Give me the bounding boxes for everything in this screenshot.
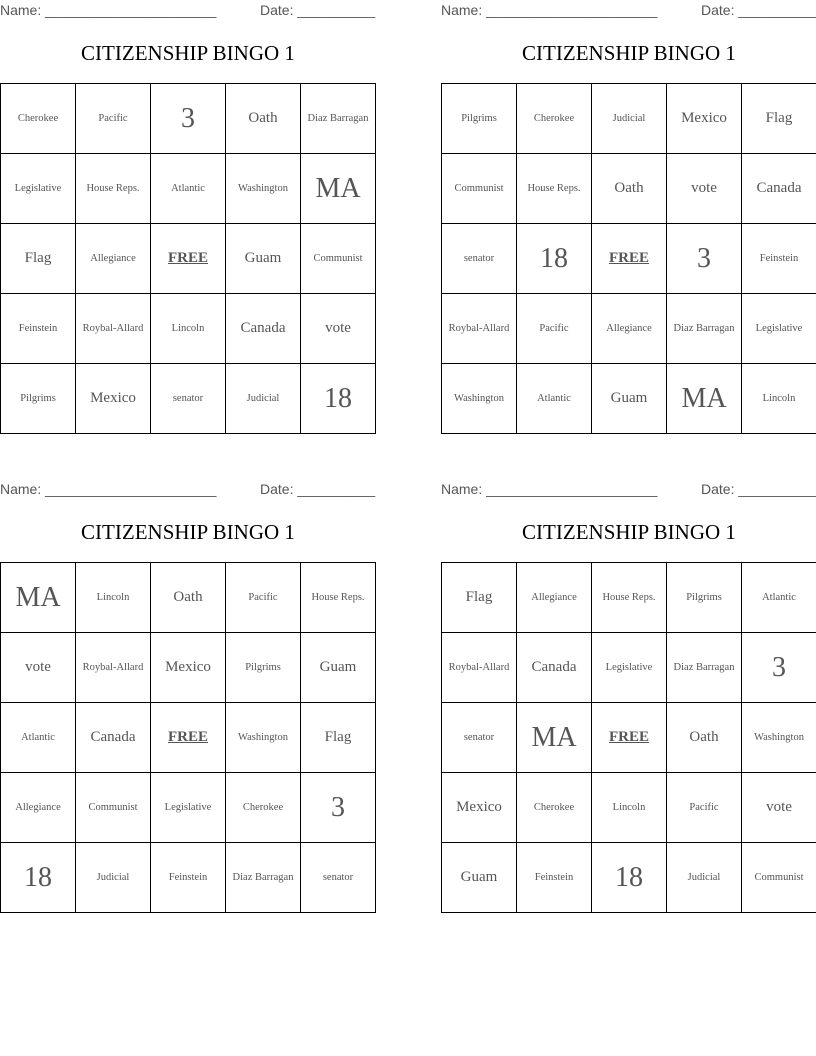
grid-row (442, 703, 816, 773)
grid-row (1, 294, 376, 364)
card-title: CITIZENSHIP BINGO 1 (522, 520, 736, 544)
grid-cell[interactable]: 3 (742, 633, 816, 703)
grid-cell[interactable]: Allegiance (76, 224, 151, 294)
card-header (441, 481, 816, 499)
grid-cell[interactable]: Guam (442, 843, 517, 913)
grid-cell[interactable]: senator (151, 364, 226, 434)
bingo-grid (441, 83, 816, 434)
grid-cell[interactable]: Flag (742, 84, 816, 154)
grid-cell[interactable]: Feinstein (742, 224, 816, 294)
grid-cell[interactable]: Pilgrims (442, 84, 517, 154)
grid-cell[interactable]: Judicial (76, 843, 151, 913)
card-title: CITIZENSHIP BINGO 1 (81, 41, 295, 65)
grid-cell[interactable]: Communist (76, 773, 151, 843)
grid-cell[interactable]: Legislative (592, 633, 667, 703)
grid-cell[interactable]: Washington (226, 154, 301, 224)
grid-row (1, 633, 376, 703)
grid-cell[interactable]: Pilgrims (1, 364, 76, 434)
date-field[interactable]: Date: __________ (260, 2, 376, 18)
grid-row (442, 843, 816, 913)
grid-cell[interactable]: Atlantic (1, 703, 76, 773)
grid-cell[interactable]: Atlantic (151, 154, 226, 224)
card-header (0, 2, 376, 20)
grid-cell[interactable]: MA (667, 364, 742, 434)
grid-cell[interactable]: Diaz Barragan (667, 294, 742, 364)
grid-cell[interactable]: Pacific (667, 773, 742, 843)
grid-row (1, 773, 376, 843)
grid-cell[interactable]: Cherokee (517, 84, 592, 154)
grid-cell[interactable]: Legislative (742, 294, 816, 364)
grid-row (442, 364, 816, 434)
grid-row (1, 84, 376, 154)
free-space[interactable]: FREE (592, 224, 667, 294)
grid-cell[interactable]: 3 (151, 84, 226, 154)
bingo-grid (441, 562, 816, 913)
grid-cell[interactable]: 18 (1, 843, 76, 913)
grid-row (442, 563, 816, 633)
date-field[interactable]: Date: __________ (701, 481, 816, 497)
grid-cell[interactable]: Communist (742, 843, 816, 913)
grid-cell[interactable]: Diaz Barragan (667, 633, 742, 703)
grid-cell[interactable]: senator (301, 843, 376, 913)
grid-cell[interactable]: Guam (301, 633, 376, 703)
grid-row (442, 294, 816, 364)
grid-cell[interactable]: senator (442, 224, 517, 294)
grid-cell[interactable]: Roybal-Allard (76, 294, 151, 364)
grid-cell[interactable]: Oath (226, 84, 301, 154)
grid-cell[interactable]: Roybal-Allard (442, 294, 517, 364)
grid-cell[interactable]: Pilgrims (667, 563, 742, 633)
card-header (441, 2, 816, 20)
grid-cell[interactable]: Legislative (1, 154, 76, 224)
grid-cell[interactable]: Washington (442, 364, 517, 434)
grid-cell[interactable]: Lincoln (151, 294, 226, 364)
grid-cell[interactable]: Legislative (151, 773, 226, 843)
grid-row (442, 224, 816, 294)
card-title: CITIZENSHIP BINGO 1 (81, 520, 295, 544)
grid-cell[interactable]: vote (742, 773, 816, 843)
grid-cell[interactable]: Allegiance (592, 294, 667, 364)
grid-cell[interactable]: Feinstein (151, 843, 226, 913)
grid-row (1, 154, 376, 224)
grid-cell[interactable]: Lincoln (76, 563, 151, 633)
grid-cell[interactable]: Feinstein (1, 294, 76, 364)
card-title: CITIZENSHIP BINGO 1 (522, 41, 736, 65)
grid-row (1, 224, 376, 294)
grid-cell[interactable]: Pacific (76, 84, 151, 154)
grid-cell[interactable]: Mexico (76, 364, 151, 434)
grid-cell[interactable]: Atlantic (742, 563, 816, 633)
name-field[interactable]: Name: ______________________ (0, 2, 217, 18)
grid-cell[interactable]: 3 (667, 224, 742, 294)
grid-cell[interactable]: senator (442, 703, 517, 773)
grid-cell[interactable]: Lincoln (742, 364, 816, 434)
grid-cell[interactable]: Diaz Barragan (301, 84, 376, 154)
grid-cell[interactable]: Diaz Barragan (226, 843, 301, 913)
grid-cell[interactable]: Canada (742, 154, 816, 224)
grid-cell[interactable]: Atlantic (517, 364, 592, 434)
grid-cell[interactable]: Washington (226, 703, 301, 773)
grid-cell[interactable]: vote (667, 154, 742, 224)
grid-cell[interactable]: 3 (301, 773, 376, 843)
grid-cell[interactable]: 18 (592, 843, 667, 913)
grid-cell[interactable]: Communist (442, 154, 517, 224)
grid-cell[interactable]: Judicial (592, 84, 667, 154)
grid-cell[interactable]: House Reps. (301, 563, 376, 633)
grid-cell[interactable]: Mexico (442, 773, 517, 843)
grid-cell[interactable]: Canada (226, 294, 301, 364)
grid-cell[interactable]: Washington (742, 703, 816, 773)
grid-cell[interactable]: vote (301, 294, 376, 364)
grid-row (1, 364, 376, 434)
grid-cell[interactable]: Mexico (151, 633, 226, 703)
grid-cell[interactable]: Roybal-Allard (442, 633, 517, 703)
grid-cell[interactable]: Lincoln (592, 773, 667, 843)
card-header (0, 481, 376, 499)
grid-row (442, 84, 816, 154)
free-space[interactable]: FREE (592, 703, 667, 773)
grid-cell[interactable]: Pilgrims (226, 633, 301, 703)
name-field[interactable]: Name: ______________________ (0, 481, 217, 497)
grid-cell[interactable]: Feinstein (517, 843, 592, 913)
grid-cell[interactable]: Guam (226, 224, 301, 294)
grid-row (442, 773, 816, 843)
date-field[interactable]: Date: __________ (260, 481, 376, 497)
grid-row (442, 154, 816, 224)
grid-cell[interactable]: 18 (301, 364, 376, 434)
grid-cell[interactable]: Judicial (667, 843, 742, 913)
grid-cell[interactable]: MA (301, 154, 376, 224)
grid-cell[interactable]: Pacific (226, 563, 301, 633)
grid-cell[interactable]: Communist (301, 224, 376, 294)
grid-cell[interactable]: Canada (517, 633, 592, 703)
grid-cell[interactable]: 18 (517, 224, 592, 294)
grid-cell[interactable]: Canada (76, 703, 151, 773)
grid-cell[interactable]: vote (1, 633, 76, 703)
free-space[interactable]: FREE (151, 703, 226, 773)
grid-cell[interactable]: Oath (592, 154, 667, 224)
grid-cell[interactable]: Allegiance (1, 773, 76, 843)
grid-cell[interactable]: Judicial (226, 364, 301, 434)
grid-cell[interactable]: Flag (301, 703, 376, 773)
name-field[interactable]: Name: ______________________ (441, 2, 658, 18)
grid-row (442, 633, 816, 703)
grid-cell[interactable]: House Reps. (592, 563, 667, 633)
bingo-grid (0, 562, 376, 913)
date-field[interactable]: Date: __________ (701, 2, 816, 18)
grid-cell[interactable]: MA (517, 703, 592, 773)
grid-cell[interactable]: Oath (151, 563, 226, 633)
grid-cell[interactable]: Guam (592, 364, 667, 434)
grid-cell[interactable]: House Reps. (76, 154, 151, 224)
free-space[interactable]: FREE (151, 224, 226, 294)
grid-cell[interactable]: Mexico (667, 84, 742, 154)
grid-row (1, 703, 376, 773)
grid-cell[interactable]: Oath (667, 703, 742, 773)
grid-cell[interactable]: Flag (442, 563, 517, 633)
grid-row (1, 843, 376, 913)
grid-cell[interactable]: Cherokee (1, 84, 76, 154)
grid-cell[interactable]: Pacific (517, 294, 592, 364)
grid-cell[interactable]: Allegiance (517, 563, 592, 633)
grid-cell[interactable]: Roybal-Allard (76, 633, 151, 703)
grid-cell[interactable]: Cherokee (226, 773, 301, 843)
grid-row (1, 563, 376, 633)
grid-cell[interactable]: Flag (1, 224, 76, 294)
grid-cell[interactable]: Cherokee (517, 773, 592, 843)
grid-cell[interactable]: House Reps. (517, 154, 592, 224)
name-field[interactable]: Name: ______________________ (441, 481, 658, 497)
bingo-grid (0, 83, 376, 434)
grid-cell[interactable]: MA (1, 563, 76, 633)
